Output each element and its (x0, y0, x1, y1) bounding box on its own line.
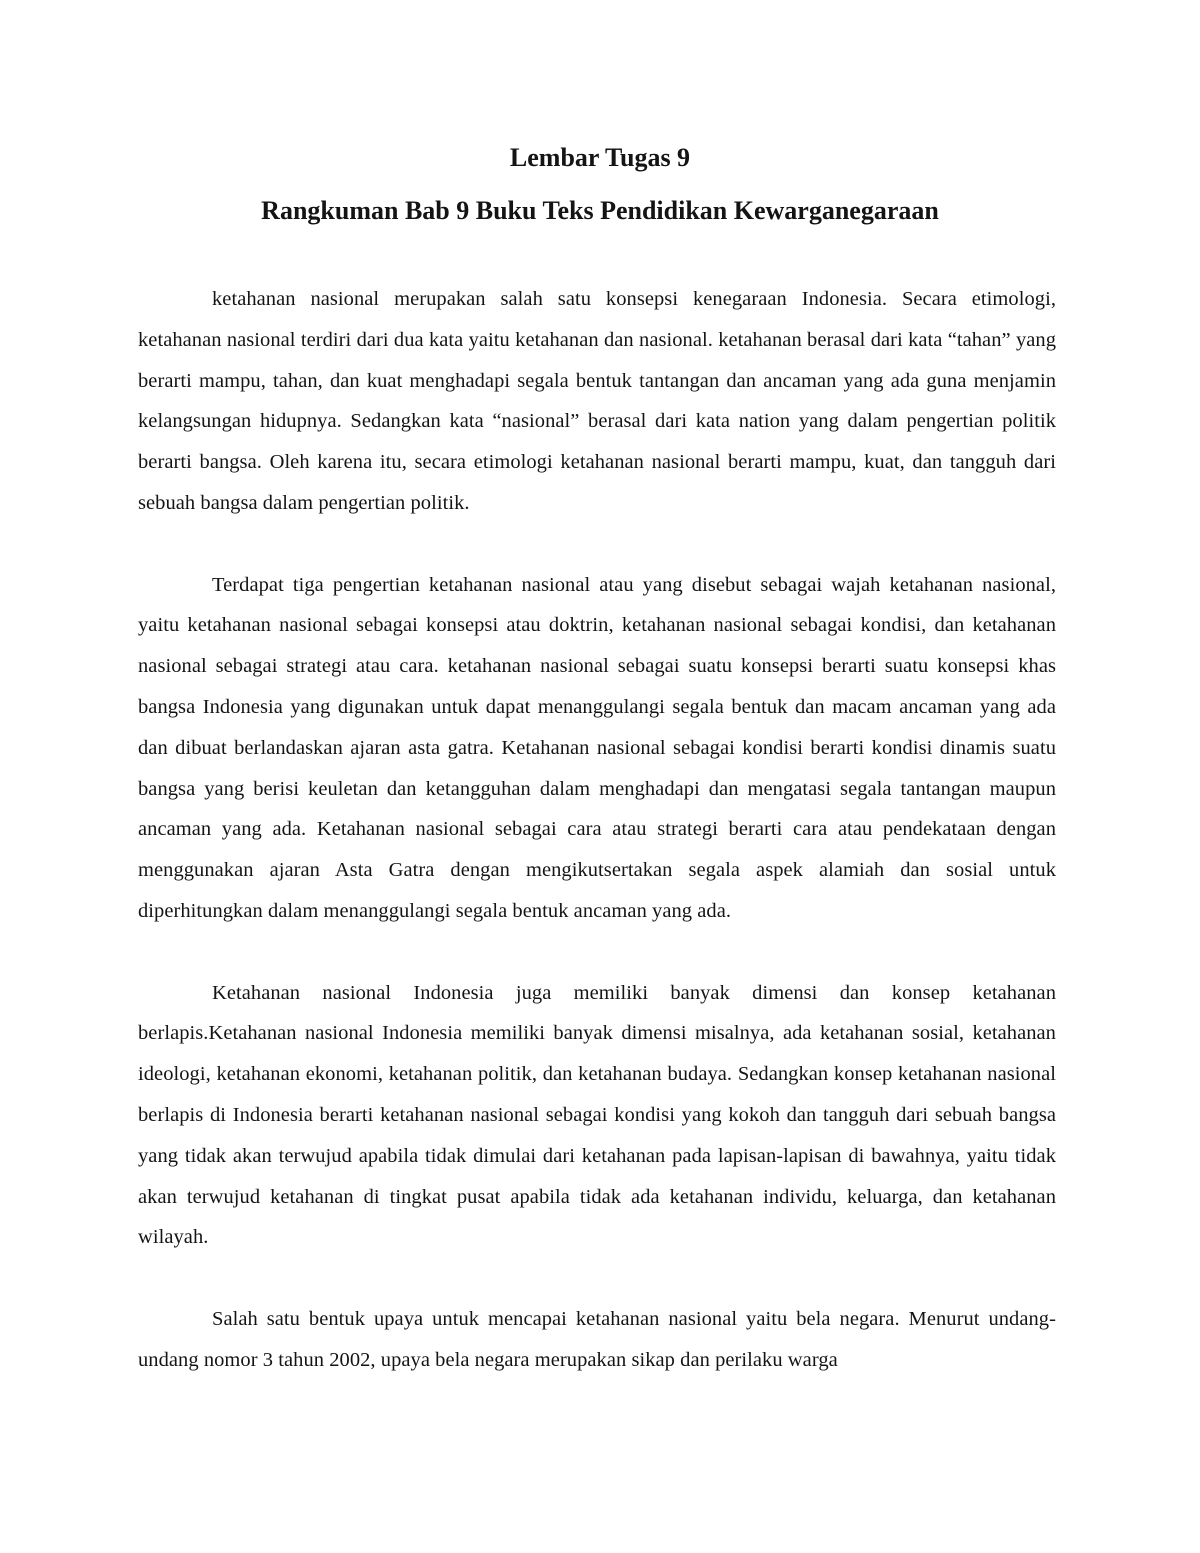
document-body (138, 279, 1056, 1381)
document-title: Lembar Tugas 9 (509, 143, 691, 172)
paragraph-4: Salah satu bentuk upaya untuk mencapai ketahanan nasional yaitu bela negara. Menurut undang-undang nomor 3 tahun 2002, upaya bela negara merupakan sikap dan perilaku warga (138, 1307, 1056, 1371)
paragraph-2: Terdapat tiga pengertian ketahanan nasional atau yang disebut sebagai wajah ketahanan nasional, yaitu ketahanan nasional sebagai konsepsi atau doktrin, ketahanan nasional sebagai kondisi, dan ketahanan nasional sebagai strategi atau cara. ketahanan nasional sebagai suatu konsepsi berarti suatu konsepsi khas bangsa Indonesia yang digunakan untuk dapat menanggulangi segala bentuk dan macam ancaman yang ada dan dibuat berlandaskan ajaran asta gatra. Ketahanan nasional sebagai kondisi berarti kondisi dinamis suatu bangsa yang berisi keuletan dan ketangguhan dalam menghadapi dan mengatasi segala tantangan maupun ancaman yang ada. Ketahanan nasional sebagai cara atau strategi berarti cara atau pendekataan dengan menggunakan ajaran Asta Gatra dengan mengikutsertakan segala aspek alamiah dan sosial untuk diperhitungkan dalam menanggulangi segala bentuk ancaman yang ada. (138, 573, 1056, 922)
paragraph-1: ketahanan nasional merupakan salah satu konsepsi kenegaraan Indonesia. Secara etimologi, ketahanan nasional terdiri dari dua kata yaitu ketahanan dan nasional. ketahanan berasal dari kata “tahan” yang berarti mampu, tahan, dan kuat menghadapi segala bentuk tantangan dan ancaman yang ada guna menjamin kelangsungan hidupnya. Sedangkan kata “nasional” berasal dari kata nation yang dalam pengertian politik berarti bangsa. Oleh karena itu, secara etimologi ketahanan nasional berarti mampu, kuat, dan tangguh dari sebuah bangsa dalam pengertian politik. (138, 288, 1056, 514)
document-subtitle: Rangkuman Bab 9 Buku Teks Pendidikan Kewarganegaraan (261, 196, 939, 225)
paragraph-3: Ketahanan nasional Indonesia juga memiliki banyak dimensi dan konsep ketahanan berlapis.Ketahanan nasional Indonesia memiliki banyak dimensi misalnya, ada ketahanan sosial, ketahanan ideologi, ketahanan ekonomi, ketahanan politik, dan ketahanan budaya. Sedangkan konsep ketahanan nasional berlapis di Indonesia berarti ketahanan nasional sebagai kondisi yang kokoh dan tangguh dari sebuah bangsa yang tidak akan terwujud apabila tidak dimulai dari ketahanan pada lapisan-lapisan di bawahnya, yaitu tidak akan terwujud ketahanan di tingkat pusat apabila tidak ada ketahanan individu, keluarga, dan ketahanan wilayah. (138, 981, 1056, 1249)
